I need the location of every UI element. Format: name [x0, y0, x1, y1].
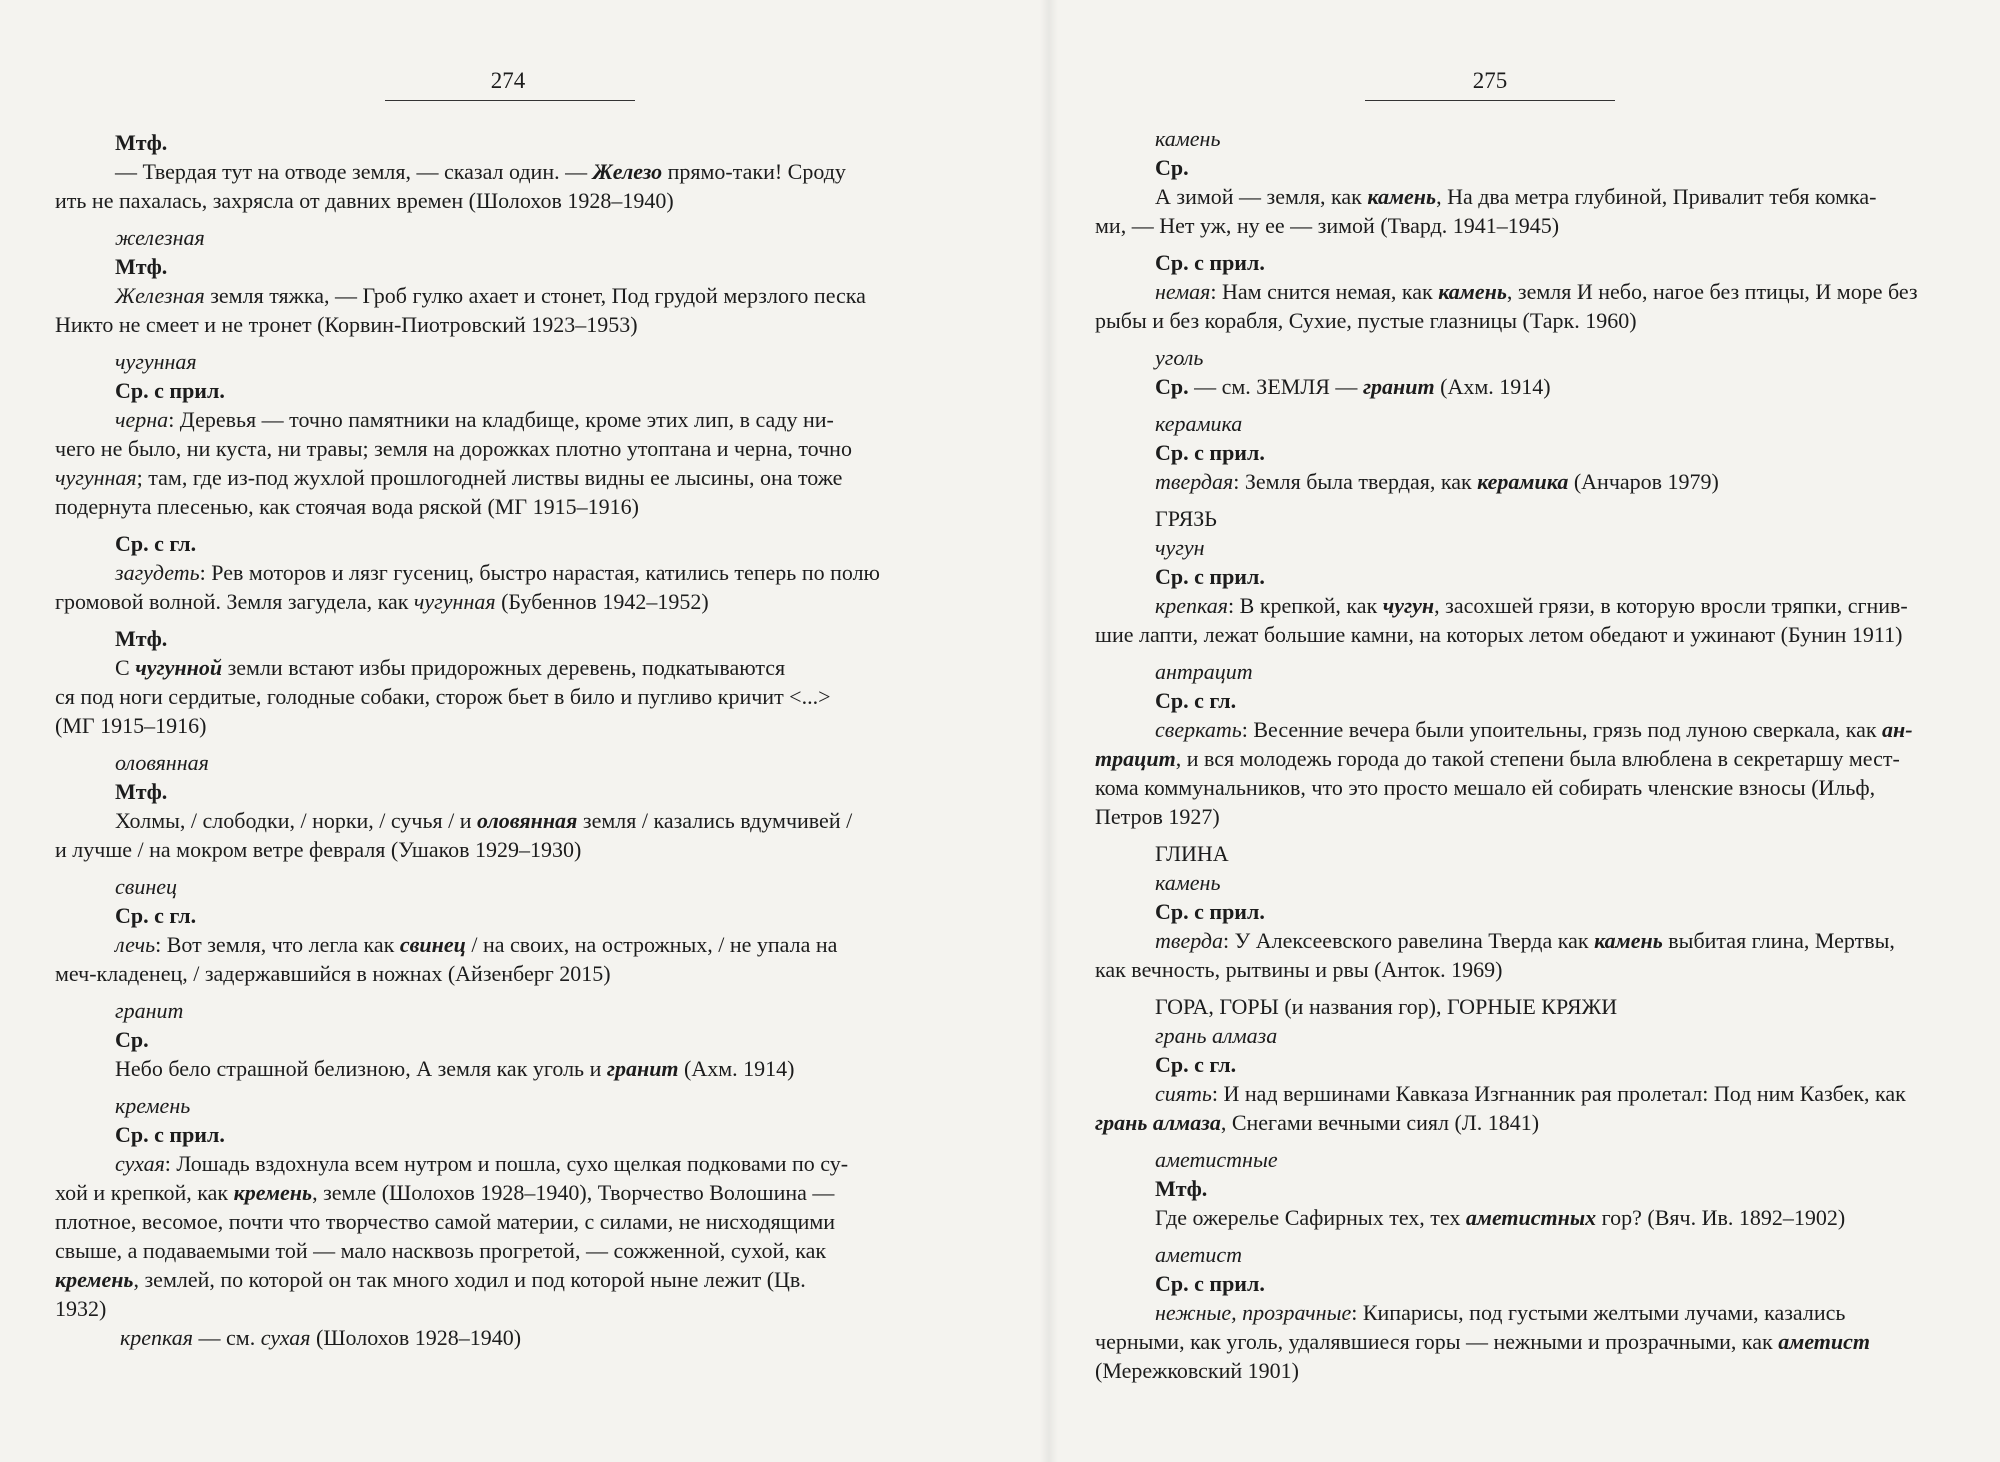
headword: камень — [1155, 126, 1221, 151]
lemma: крепкая — [120, 1325, 194, 1350]
category-label: Ср. с прил. — [1155, 1271, 1265, 1296]
dictionary-entry — [55, 996, 920, 1083]
quote-line: нежные, прозрачные: Кипарисы, под густыми желтыми лучами, казались — [1155, 1300, 1846, 1325]
highlighted-word: Железо — [592, 159, 663, 184]
lemma: нежные, прозрачные — [1155, 1300, 1352, 1325]
highlighted-word: трацит — [1095, 746, 1176, 771]
category-label: Мтф. — [115, 626, 168, 651]
category-label: Ср. с гл. — [115, 531, 197, 556]
headword: кремень — [115, 1093, 191, 1118]
dictionary-entry — [55, 347, 920, 521]
category-label: Ср. с гл. — [1155, 1052, 1237, 1077]
highlighted-word: гранит — [1362, 374, 1435, 399]
highlighted-word: чугунная — [55, 465, 137, 490]
headword: уголь — [1155, 345, 1204, 370]
quote-line: твердая: Земля была твердая, как керамика (Анчаров 1979) — [1155, 469, 1719, 494]
category-label: Ср. — [1155, 155, 1189, 180]
quote-line: немая: Нам снится немая, как камень, земля И небо, нагое без птицы, И море без — [1155, 279, 1918, 304]
highlighted-word: чугун — [1382, 593, 1435, 618]
category-label: Мтф. — [115, 254, 168, 279]
quote-line: шие лапти, лежат большие камни, на которых летом обедают и ужинают (Бунин 1911) — [1095, 622, 1903, 647]
headword: грань алмаза — [1155, 1023, 1278, 1048]
quote-line: Железная земля тяжка, — Гроб гулко ахает и стонет, Под грудой мерзлого песка — [115, 283, 866, 308]
headword: аметист — [1155, 1242, 1243, 1267]
section-heading: ГОРА, ГОРЫ (и названия гор), ГОРНЫЕ КРЯЖИ — [1155, 994, 1618, 1019]
quote-line: черными, как уголь, удалявшиеся горы — нежными и прозрачными, как аметист — [1095, 1329, 1871, 1354]
lemma: немая — [1155, 279, 1211, 304]
quote-line: подернута плесенью, как стоячая вода ряской (МГ 1915–1916) — [55, 494, 639, 519]
quote-line: грань алмаза, Снегами вечными сиял (Л. 1841) — [1095, 1110, 1540, 1135]
page-body — [1095, 124, 1960, 1393]
highlighted-word: камень — [1367, 184, 1437, 209]
dictionary-entry — [1095, 124, 1960, 240]
section-heading: ГРЯЗЬ — [1155, 506, 1217, 531]
quote-line: ить не пахалась, захрясла от давних времен (Шолохов 1928–1940) — [55, 188, 674, 213]
quote-line: чугунная; там, где из-под жухлой прошлогодней листвы видны ее лысины, она тоже — [55, 465, 843, 490]
quote-line: кремень, землей, по которой он так много ходил и под которой ныне лежит (Цв. — [55, 1267, 806, 1292]
quote-line: сухая: Лошадь вздохнула всем нутром и пошла, сухо щелкая подковами по су- — [115, 1151, 849, 1176]
dictionary-entry — [1095, 409, 1960, 496]
category-label: Ср. — [115, 1027, 149, 1052]
lemma: сухая — [115, 1151, 165, 1176]
lemma: твердая — [1155, 469, 1234, 494]
section-heading: ГЛИНА — [1155, 841, 1229, 866]
dictionary-entry — [1095, 1145, 1960, 1232]
category-label: Ср. с прил. — [1155, 564, 1265, 589]
quote-line: громовой волной. Земля загудела, как чугунная (Бубеннов 1942–1952) — [55, 589, 709, 614]
headword: чугун — [1155, 535, 1205, 560]
headword: антрацит — [1155, 659, 1253, 684]
dictionary-entry — [1095, 657, 1960, 831]
dictionary-entry — [55, 748, 920, 864]
quote-line: плотное, весомое, почти что творчество самой материи, с силами, не нисходящими — [55, 1209, 836, 1234]
quote-line: и лучше / на мокром ветре февраля (Ушаков 1929–1930) — [55, 837, 582, 862]
category-label: Ср. с прил. — [1155, 250, 1265, 275]
headword: гранит — [115, 998, 184, 1023]
dictionary-entry — [1095, 992, 1960, 1137]
category-label: Мтф. — [1155, 1176, 1208, 1201]
dictionary-entry — [55, 624, 920, 740]
quote-line: сверкать: Весенние вечера были упоительны, грязь под луною сверкала, как ан- — [1155, 717, 1913, 742]
headword: чугунная — [115, 349, 197, 374]
book-gutter — [1040, 0, 1058, 1462]
dictionary-entry — [55, 1091, 920, 1352]
header-rule — [385, 100, 635, 101]
lemma: крепкая — [1155, 593, 1229, 618]
quote-line: крепкая: В крепкой, как чугун, засохшей грязи, в которую вросли тряпки, сгнив- — [1155, 593, 1908, 618]
dictionary-entry — [55, 223, 920, 339]
quote-line: чего не было, ни куста, ни травы; земля на дорожках плотно утоптана и черна, точно — [55, 436, 852, 461]
headword: керамика — [1155, 411, 1243, 436]
highlighted-word: керамика — [1477, 469, 1569, 494]
quote-line: хой и крепкой, как кремень, земле (Шолохов 1928–1940), Творчество Волошина — — [55, 1180, 835, 1205]
headword: железная — [115, 225, 205, 250]
dictionary-entry — [55, 529, 920, 616]
header-rule — [1365, 100, 1615, 101]
category-label: Ср. с гл. — [115, 903, 197, 928]
quote-line: черна: Деревья — точно памятники на кладбище, кроме этих лип, в саду ни- — [115, 407, 834, 432]
category-label: Ср. — [1155, 374, 1189, 399]
quote-line: лечь: Вот земля, что легла как свинец / на своих, на острожных, / не упала на — [115, 932, 838, 957]
quote-line: ми, — Нет уж, ну ее — зимой (Твард. 1941–1945) — [1095, 213, 1560, 238]
quote-line: кома коммунальников, что это просто мешало ей собирать членские взносы (Ильф, — [1095, 775, 1876, 800]
page-body — [55, 128, 920, 1360]
highlighted-word: чугунной — [135, 655, 223, 680]
highlighted-word: чугунная — [413, 589, 496, 614]
dictionary-entry — [1095, 343, 1960, 401]
highlighted-word: Железная — [115, 283, 205, 308]
dictionary-entry — [1095, 248, 1960, 335]
headword: аметистные — [1155, 1147, 1278, 1172]
highlighted-word: грань алмаза — [1095, 1110, 1221, 1135]
category-label: Ср. с гл. — [1155, 688, 1237, 713]
highlighted-word: свинец — [399, 932, 466, 957]
lemma: черна — [115, 407, 169, 432]
quote-line: как вечность, рытвины и рвы (Анток. 1969) — [1095, 957, 1503, 982]
quote-line: Ср. — см. ЗЕМЛЯ — гранит (Ахм. 1914) — [1155, 374, 1551, 399]
quote-line: (Мережковский 1901) — [1095, 1358, 1299, 1383]
lemma: тверда — [1155, 928, 1224, 953]
page-number: 275 — [1472, 68, 1508, 93]
category-label: Мтф. — [115, 130, 168, 155]
category-label: Ср. с прил. — [1155, 440, 1265, 465]
quote-line: Никто не смеет и не тронет (Корвин-Пиотровский 1923–1953) — [55, 312, 638, 337]
quote-line: Небо бело страшной белизною, А земля как уголь и гранит (Ахм. 1914) — [115, 1056, 795, 1081]
quote-line: 1932) — [55, 1296, 107, 1321]
quote-line: Холмы, / слободки, / норки, / сучья / и оловянная земля / казались вдумчивей / — [115, 808, 853, 833]
page-number: 274 — [490, 68, 526, 93]
lemma: лечь — [115, 932, 156, 957]
quote-line: Где ожерелье Сафирных тех, тех аметистных гор? (Вяч. Ив. 1892–1902) — [1155, 1205, 1846, 1230]
quote-line: свыше, а подаваемыми той — мало насквозь прогретой, — сожженной, сухой, как — [55, 1238, 827, 1263]
quote-line: меч-кладенец, / задержавшийся в ножнах (Айзенберг 2015) — [55, 961, 611, 986]
highlighted-word: ан- — [1882, 717, 1913, 742]
quote-line: — Твердая тут на отводе земля, — сказал один. — Железо прямо-таки! Сроду — [115, 159, 846, 184]
dictionary-entry — [55, 872, 920, 988]
quote-line: трацит, и вся молодежь города до такой степени была влюблена в секретаршу мест- — [1095, 746, 1900, 771]
quote-line: загудеть: Рев моторов и лязг гусениц, быстро нарастая, катились теперь по полю — [115, 560, 880, 585]
category-label: Ср. с прил. — [115, 378, 225, 403]
highlighted-word: камень — [1594, 928, 1663, 953]
dictionary-entry — [55, 128, 920, 215]
quote-line: Петров 1927) — [1095, 804, 1220, 829]
headword: свинец — [115, 874, 177, 899]
quote-line: ся под ноги сердитые, голодные собаки, сторож бьет в било и пугливо кричит <...> — [55, 684, 831, 709]
headword: камень — [1155, 870, 1221, 895]
lemma: сиять — [1155, 1081, 1212, 1106]
dictionary-entry — [1095, 1240, 1960, 1385]
lemma: сверкать — [1155, 717, 1242, 742]
highlighted-word: кремень — [233, 1180, 313, 1205]
quote-line: (МГ 1915–1916) — [55, 713, 207, 738]
left-page — [55, 0, 1000, 1462]
right-page — [1095, 0, 2000, 1462]
highlighted-word: оловянная — [477, 808, 578, 833]
highlighted-word: камень — [1438, 279, 1507, 304]
category-label: Ср. с прил. — [115, 1122, 225, 1147]
highlighted-word: кремень — [55, 1267, 134, 1292]
headword: оловянная — [115, 750, 209, 775]
lemma: загудеть — [115, 560, 200, 585]
quote-line: С чугунной земли встают избы придорожных деревень, подкатываются — [115, 655, 786, 680]
dictionary-entry — [1095, 504, 1960, 649]
dictionary-entry — [1095, 839, 1960, 984]
category-label: Мтф. — [115, 779, 168, 804]
quote-line: сиять: И над вершинами Кавказа Изгнанник рая пролетал: Под ним Казбек, как — [1155, 1081, 1906, 1106]
quote-line: А зимой — земля, как камень, На два метра глубиной, Привалит тебя комка- — [1155, 184, 1877, 209]
highlighted-word: аметистных — [1465, 1205, 1597, 1230]
highlighted-word: аметист — [1778, 1329, 1871, 1354]
highlighted-word: гранит — [606, 1056, 679, 1081]
quote-line: тверда: У Алексеевского равелина Тверда как камень выбитая глина, Мертвы, — [1155, 928, 1895, 953]
quote-line: рыбы и без корабля, Сухие, пустые глазницы (Тарк. 1960) — [1095, 308, 1637, 333]
cross-reference: крепкая — см. сухая (Шолохов 1928–1940) — [120, 1325, 522, 1350]
category-label: Ср. с прил. — [1155, 899, 1265, 924]
